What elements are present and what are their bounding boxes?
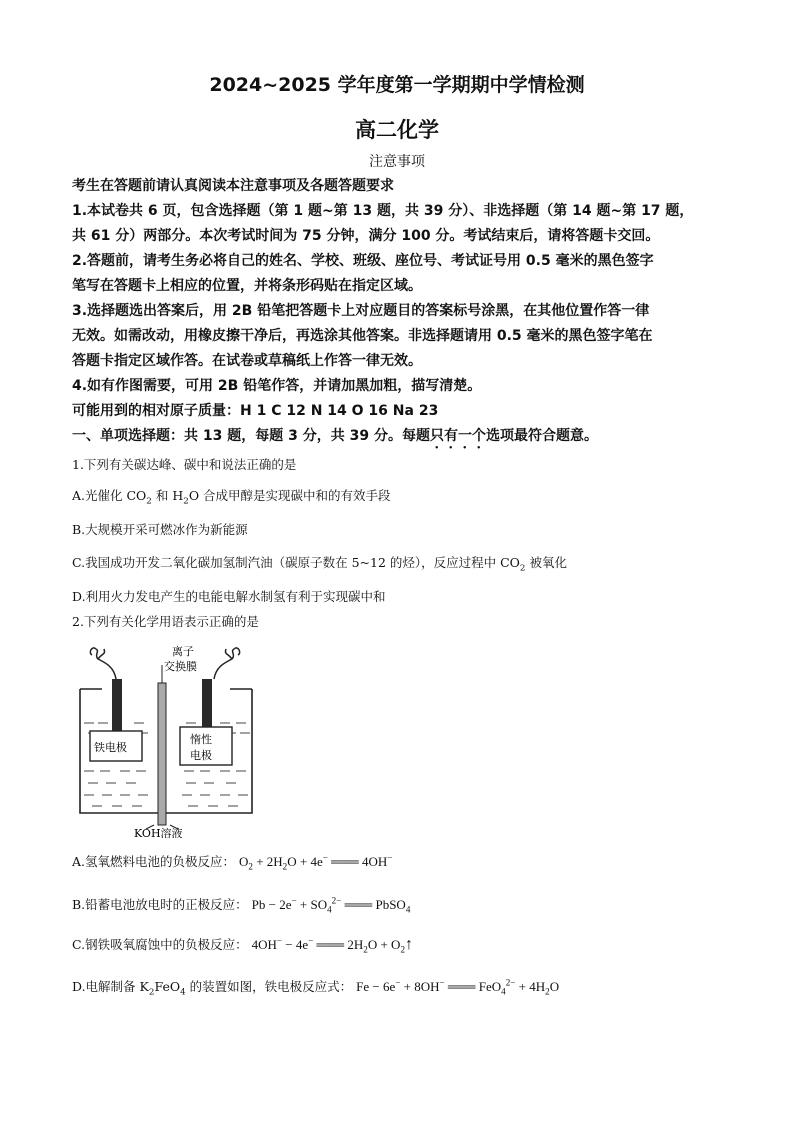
atomic-masses: 可能用到的相对原子质量：H 1 C 12 N 14 O 16 Na 23	[72, 403, 439, 419]
left-wire	[90, 648, 116, 679]
subscript: 2	[519, 563, 526, 574]
notice-item-3-cont2: 答题卡指定区域作答。在试卷或草稿纸上作答一律无效。	[72, 353, 422, 369]
notice-item-2: 2.答题前，请考生务必将自己的姓名、学校、班级、座位号、考试证号用 0.5 毫米的黑色签字	[72, 253, 654, 269]
q1-a-text: O 合成甲醇是实现碳中和的有效手段	[188, 488, 391, 503]
right-wire	[214, 648, 240, 679]
membrane-label-2: 交换膜	[164, 660, 197, 673]
notice-item-3: 3.选择题选出答案后，用 2B 铅笔把答题卡上对应题目的答案标号涂黑，在其他位置作答一律	[72, 303, 650, 319]
subscript: 2	[146, 496, 152, 507]
q1-a-text: A.光催化 CO	[72, 488, 147, 503]
notice-heading: 注意事项	[369, 154, 425, 170]
q1-a-text: 和 H	[151, 488, 184, 503]
notice-intro: 考生在答题前请认真阅读本注意事项及各题答题要求	[72, 178, 394, 194]
left-electrode-label: 铁电极	[94, 741, 127, 754]
iron-electrode-rod	[112, 679, 122, 731]
q2-a-equation: $O_2 + 2H_2O + 4e^-$ ═══ 4OH−	[239, 852, 393, 872]
q2-b-label: B.铅蓄电池放电时的正极反应：	[72, 897, 248, 912]
q2-option-d: D.电解制备 $K_2FeO_4$ 的装置如图，铁电极反应式： Fe − 6e− + 8OH− ═══ $FeO_4^{2-} + 4H_2O$	[72, 977, 560, 998]
apparatus-diagram	[76, 643, 256, 838]
right-electrode-label-1: 惰性	[190, 733, 212, 746]
notice-item-1: 1.本试卷共 6 页，包含选择题（第 1 题~第 13 题，共 39 分）、非选择题（第 14 题~第 17 题，	[72, 203, 694, 219]
q1-c-text: C.我国成功开发二氧化碳加氢制汽油（碳原子数在 5~12 的烃），反应过程中 CO	[72, 555, 520, 570]
q2-d-equation: Fe − 6e− + 8OH− ═══ $FeO_4^{2-} + 4H_2O$	[356, 977, 560, 997]
solution-label: KOH溶液	[134, 827, 183, 838]
subscript: 2	[183, 496, 189, 507]
right-electrode-label-2: 电极	[190, 749, 212, 762]
notice-item-4: 4.如有作图需要，可用 2B 铅笔作答，并请加黑加粗，描写清楚。	[72, 378, 482, 394]
notice-item-3-cont: 无效。如需改动，用橡皮擦干净后，再选涂其他答案。非选择题请用 0.5 毫米的黑色签字笔在	[72, 328, 653, 344]
q1-option-b: B.大规模开采可燃冰作为新能源	[72, 522, 248, 537]
q1-c-text: 被氧化	[525, 555, 567, 570]
q2-c-label: C.钢铁吸氧腐蚀中的负极反应：	[72, 937, 248, 952]
exam-title: 2024~2025 学年度第一学期期中学情检测	[209, 74, 585, 96]
section-heading-text: 一、单项选择题：共 13 题，每题 3 分，共 39 分。每题	[72, 428, 430, 444]
electrolysis-apparatus-figure	[76, 643, 256, 838]
q2-d-label: D.电解制备 K	[72, 979, 149, 994]
q1-stem: 1.下列有关碳达峰、碳中和说法正确的是	[72, 457, 297, 472]
subject-title: 高二化学	[355, 118, 439, 142]
inert-electrode-rod	[202, 679, 212, 731]
q1-option-a	[72, 486, 391, 507]
q2-c-equation: 4OH− − 4e− ═══ $2H_2O$ + $O_2↑$	[251, 935, 413, 955]
section-heading	[72, 425, 598, 452]
ion-exchange-membrane	[158, 683, 166, 825]
notice-item-1-cont: 共 61 分）两部分。本次考试时间为 75 分钟，满分 100 分。考试结束后，请将答题卡交回。	[72, 228, 660, 244]
notice-item-2-cont: 笔写在答题卡上相应的位置，并将条形码贴在指定区域。	[72, 278, 422, 294]
q2-option-b	[72, 895, 410, 915]
q2-b-equation: $Pb - 2e^- + SO_4^{2-}$ ═══ PbSO$_4$	[251, 895, 411, 915]
q2-stem: 2.下列有关化学用语表示正确的是	[72, 614, 259, 629]
section-heading-text-end: 选项最符合题意。	[485, 428, 598, 444]
q2-option-c	[72, 935, 413, 955]
q2-option-a	[72, 852, 392, 872]
q1-option-c	[72, 553, 567, 574]
membrane-label-1: 离子	[172, 645, 194, 658]
q1-option-d: D.利用火力发电产生的电能电解水制氢有利于实现碳中和	[72, 589, 386, 604]
q2-a-label: A.氢氧燃料电池的负极反应：	[72, 854, 236, 869]
section-heading-emphasis: 只有一个	[429, 428, 486, 444]
